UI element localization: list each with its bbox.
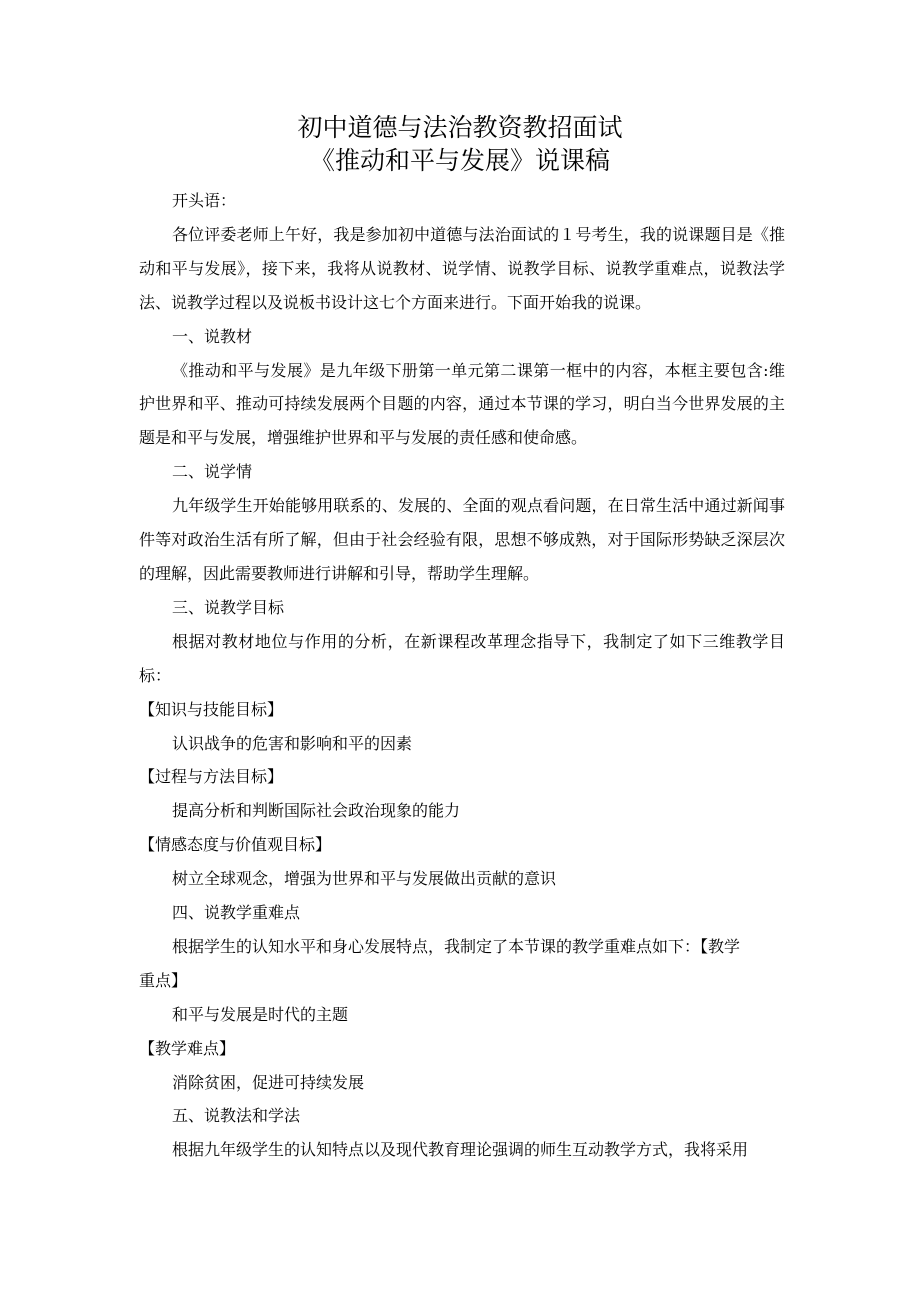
objective-knowledge: 认识战争的危害和影响和平的因素	[172, 733, 413, 753]
section-heading-students: 二、说学情	[172, 462, 253, 482]
methods-paragraph: 根据九年级学生的认知特点以及现代教育理论强调的师生互动教学方式，我将采用	[172, 1140, 749, 1160]
document-body	[139, 184, 785, 1167]
key-point-focus: 和平与发展是时代的主题	[172, 1004, 349, 1024]
key-point-difficulty: 消除贫困，促进可持续发展	[172, 1072, 365, 1092]
section-heading-key-points: 四、说教学重难点	[172, 903, 301, 923]
opening-label: 开头语：	[172, 191, 237, 210]
objective-label-process: 【过程与方法目标】	[139, 767, 284, 787]
document-title-line1: 初中道德与法治教资教招面试	[297, 113, 623, 142]
objectives-paragraph: 根据对教材地位与作用的分析，在新课程改革理念指导下，我制定了如下三维教学目标：	[139, 631, 785, 685]
objective-label-emotion: 【情感态度与价值观目标】	[139, 835, 332, 855]
key-points-label-difficulty: 【教学难点】	[139, 1038, 236, 1058]
section-heading-textbook: 一、说教材	[172, 326, 253, 346]
objective-process: 提高分析和判断国际社会政治现象的能力	[172, 801, 461, 821]
section-heading-methods: 五、说教法和学法	[172, 1106, 301, 1126]
students-paragraph: 九年级学生开始能够用联系的、发展的、全面的观点看问题，在日常生活中通过新闻事件等对政治生活有所了解，但由于社会经验有限，思想不够成熟，对于国际形势缺乏深层次的理解，因此需要教师进行讲解和引导，帮助学生理解。	[139, 496, 785, 583]
key-points-label-focus-continued: 重点】	[139, 970, 188, 990]
document-title-line2: 《推动和平与发展》说课稿	[309, 146, 610, 175]
objective-label-knowledge: 【知识与技能目标】	[139, 699, 284, 719]
objective-emotion: 树立全球观念，增强为世界和平与发展做出贡献的意识	[172, 869, 557, 889]
opening-paragraph: 各位评委老师上午好，我是参加初中道德与法治面试的１号考生，我的说课题目是《推动和平与发展》，接下来，我将从说教材、说学情、说教学目标、说教学重难点，说教法学法、说教学过程以及说板书设计这七个方面来进行。下面开始我的说课。	[139, 224, 785, 312]
key-points-paragraph: 根据学生的认知水平和身心发展特点，我制定了本节课的教学重难点如下：【教学	[172, 936, 741, 956]
section-heading-objectives: 三、说教学目标	[172, 597, 285, 617]
textbook-paragraph: 《推动和平与发展》是九年级下册第一单元第二课第一框中的内容，本框主要包含:维护世界和平、推动可持续发展两个目题的内容，通过本节课的学习，明白当今世界发展的主题是和平与发展，增强维护世界和平与发展的责任感和使命感。	[139, 360, 785, 448]
